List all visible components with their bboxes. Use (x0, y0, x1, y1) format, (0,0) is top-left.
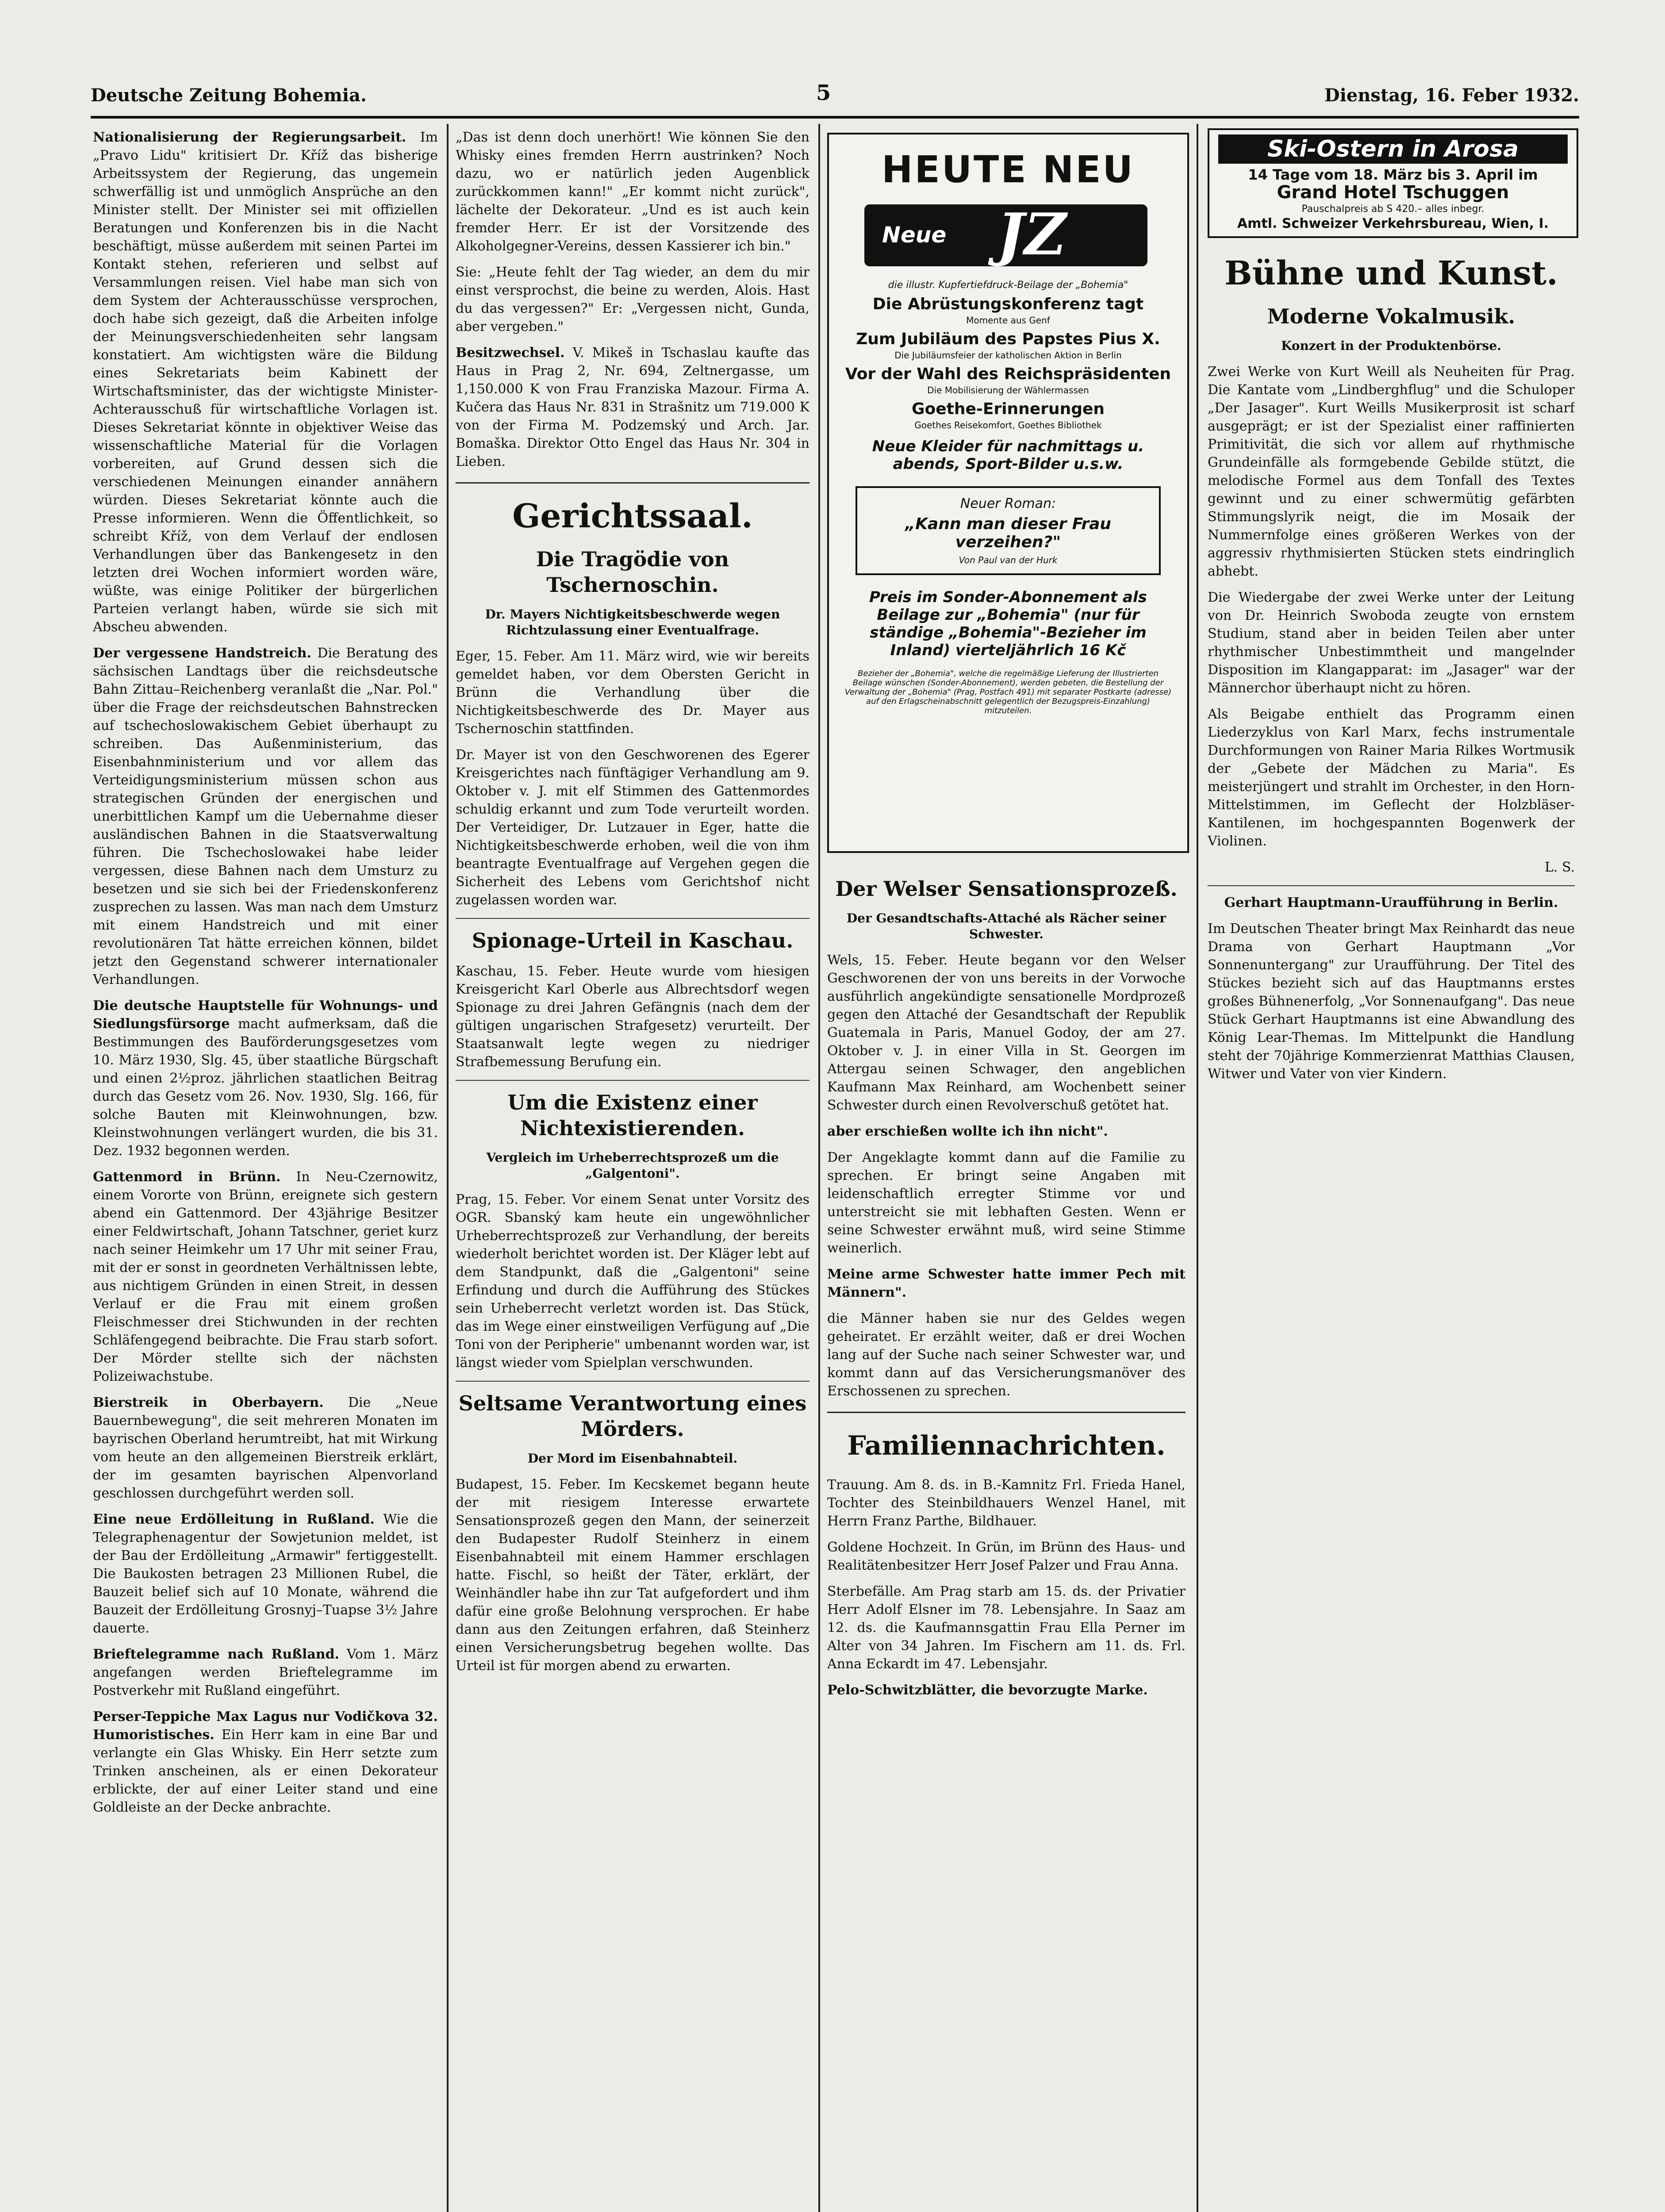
advertisement-ski-arosa (1208, 128, 1578, 238)
ad-line: Vor der Wahl des Reichspräsidenten (845, 365, 1171, 383)
column-4 (1208, 243, 1575, 2212)
article-body: Sterbefälle. Am Prag starb am 15. ds. der Privatier Herr Adolf Elsner im 78. Lebensjahre. In Saaz am 12. ds. die Kaufmannsgattin Frau Ella Perner im Alter von 34 Jahren. Im Fischern am 11. ds. Frl. Anna Eckardt im 47. Lebensjahr. (827, 1584, 1185, 1672)
article-body: Im „Pravo Lidu" kritisiert Dr. Kříž das bisherige Arbeitssystem der Regierung, das ungemein schwerfällig ist und unmöglich Ansprüche an den Minister stellt. Der Minister sei mit offiziellen Beratungen und Konferenzen bis in die Nacht beschäftigt, müsse außerdem mit seinen Partei im Kontakt stehen, referieren und selbst auf Versammlungen reisen. Viel habe man sich von dem System der Achterausschüsse versprochen, doch habe sich gezeigt, daß die Arbeiten infolge der Meinungsverschiedenheiten sehr langsam konstatiert. Am wichtigsten wäre die Bildung eines Sekretariats beim Kabinett der Wirtschaftsminister, das der wichtigste Minister-Achterausschuß für wirtschaftliche Vorlagen ist. Dieses Sekretariat könnte in objektiver Weise das wissenschaftliche Material für die Vorlagen vorbereiten, auf Grund dessen sich die verschiedenen Meinungen einander annähern würden. Dieses Sekretariat könnte auch die Presse informieren. Wenn die Öffentlichkeit, so schreibt Kříž, von dem Verlauf der endlosen Verhandlungen über das Bankengesetz in den letzten drei Wochen informiert worden wäre, wüßte, was einige Politiker der bürgerlichen Parteien verlangt haben, würde sie sich mit Abscheu abwenden. (93, 130, 438, 635)
ad-line: Momente aus Genf (966, 315, 1050, 326)
headline-vokalmusik: Moderne Vokalmusik. (1267, 304, 1515, 328)
article-quote: Meine arme Schwester hatte immer Pech mit Männern". (827, 1267, 1185, 1300)
article-lead: Eine neue Erdölleitung in Rußland. (93, 1512, 375, 1527)
ad-roman-label: Neuer Roman: (960, 496, 1056, 511)
ad-preis: Preis im Sonder-Abonnement als Beilage zur „Bohemia" (nur für ständige „Bohemia"-Bezieher im Inland) vierteljährlich 16 Kč (869, 588, 1147, 659)
article-rule (456, 918, 809, 919)
article-body: Die Wiedergabe der zwei Werke unter der Leitung von Dr. Heinrich Swoboda zeugte von ernstem Studium, stand aber in beiden Teilen aber unter rhythmischer Unbestimmtheit und mangelnder Disposition im Klangapparat: im „Jasager" war der Männerchor überhaupt nicht zu hören. (1208, 590, 1575, 696)
advertisement-bohemia-beilage (827, 133, 1189, 853)
article-body: Die Beratung des sächsischen Landtags über die reichsdeutsche Bahn Zittau–Reichenberg veranlaßt die „Nar. Pol." über die Frage der reichsdeutschen Bahnstrecken auf tschechoslowakischem Gebiet überhaupt zu schreiben. Das Außenministerium, das Eisenbahnministerium und vor allem das Verteidigungsministerium müssen schon aus strategischen Gründen der energischen und unerbittlichen Kampf um die Uebernahme dieser ausländischen Bahnen in die Staatsverwaltung führen. Die Tschechoslowakei habe leider vergessen, diese Bahnen nach dem Umsturz zu besetzen und sie sich bei der Friedenskonferenz zusprechen zu lassen. Was man nach dem Umsturz mit einem Handstreich und mit einer revolutionären Tat hätte erreichen können, bildet jetzt den Gegenstand schwerer internationaler Verhandlungen. (93, 645, 438, 987)
article-continued: „Das ist denn doch unerhört! Wie können Sie den Whisky eines fremden Herrn austrinken? Noch dazu, wo er natürlich jeden Augenblick zurückkommen kann!" „Er kommt nicht zurück", lächelte der Dekorateur. „Und es ist auch kein fremder Herr. Er ist der Vorsitzende des Alkoholgegner-Vereins, dessen Kassierer ich bin." (456, 130, 809, 254)
ad-line: Goethes Reisekomfort, Goethes Bibliothek (914, 420, 1102, 430)
subheadline: Der Mord im Eisenbahnabteil. (527, 1451, 738, 1466)
masthead (91, 81, 1579, 109)
ad-roman-author: Von Paul van der Hurk (959, 555, 1058, 565)
article-lead: Besitzwechsel. (456, 345, 565, 361)
section-title-gerichtssaal: Gerichtssaal. (512, 497, 753, 535)
ad-line: Die Mobilisierung der Wählermassen (927, 385, 1089, 396)
article-lead: Die deutsche Hauptstelle für Wohnungs- und Siedlungsfürsorge (93, 998, 438, 1032)
article-signature: L. S. (1544, 860, 1575, 875)
ski-dates: 14 Tage vom 18. März bis 3. April im (1248, 166, 1538, 183)
article-anekdote: Sie: „Heute fehlt der Tag wieder, an dem du mir einst versprochst, die beine zu werden, Alois. Hast du das vergessen?" Er: „Vergessen nicht, Gunda, aber vergeben." (456, 265, 809, 334)
article-body: Ein Herr kam in eine Bar und verlangte ein Glas Whisky. Ein Herr setzte zum Trinken anscheinen, als er einen Dekorateur erblickte, der auf einer Leiter stand und eine Goldleiste an der Decke anbrachte. (93, 1727, 438, 1815)
headline-hauptmann: Gerhart Hauptmann-Uraufführung in Berlin. (1224, 895, 1558, 910)
column-1 (93, 128, 438, 2212)
ad-line: Zum Jubiläum des Papstes Pius X. (856, 330, 1160, 348)
article-body: Wie die Telegraphenagentur der Sowjetunion meldet, ist der Bau der Erdölleitung „Armawir" fertiggestellt. Die Baukosten betragen 23 Millionen Rubel, die Bauzeit belief sich auf 10 Monate, während die Bauzeit der Erdölleitung Grosnyj–Tuapse 3½ Jahre dauerte. (93, 1512, 438, 1636)
article-lead: Bierstreik in Oberbayern. (93, 1395, 324, 1410)
section-title-buehne: Bühne und Kunst. (1224, 254, 1558, 292)
section-rule (456, 482, 809, 484)
ski-hotel: Grand Hotel Tschuggen (1277, 182, 1509, 203)
article-lead: Perser-Teppiche Max Lagus nur Vodičkova 32. Humoristisches. (93, 1709, 438, 1743)
ad-roman-box (856, 486, 1161, 575)
column-divider (1197, 124, 1198, 2212)
ski-banner: Ski-Ostern in Arosa (1218, 134, 1568, 164)
article-body: Budapest, 15. Feber. Im Kecskemet begann heute der mit riesigem Interesse erwartete Sensationsprozeß gegen den Mann, der seinerzeit den Budapester Rudolf Steinherz in einem Eisenbahnabteil mit einem Hammer erschlagen hatte. Fischl, so heißt der Täter, erklärt, der Weinhändler habe ihn zur Tat aufgefordert und ihm dafür eine große Belohnung versprochen. Er habe dann aus den Zeitungen erfahren, daß Steinherz einen Versicherungsbetrug begehen wollte. Das Urteil ist für morgen abend zu erwarten. (456, 1477, 809, 1674)
article-lead: Gattenmord in Brünn. (93, 1169, 281, 1185)
article-body: V. Mikeš in Tschaslau kaufte das Haus in Prag 2, Nr. 694, Zeltnergasse, um 1,150.000 K von Frau Franziska Mazour. Firma A. Kučera das Haus Nr. 831 in Strašnitz um 719.000 K von der Firma M. Podzemský und Arch. Jar. Bomaška. Direktor Otto Engel das Haus Nr. 304 in Lieben. (456, 345, 809, 469)
column-divider (447, 124, 449, 2212)
ad-logo (829, 200, 1187, 275)
article-rule (456, 1381, 809, 1382)
article-erdoelleitung (93, 1510, 438, 1637)
subheadline: Vergleich im Urheberrechtsprozeß um die „Galgentoni". (486, 1150, 779, 1181)
article-body: Die „Neue Bauernbewegung", die seit mehreren Monaten im bayrischen Oberland herumtreibt, hat mit Wirkung vom heute an den allgemeinen Bierstreik erklärt, der im gesamten bayrischen Alpenvorland geschlossen durchgeführt werden soll. (93, 1395, 438, 1501)
ad-note: Bezieher der „Bohemia", welche die regelmäßige Lieferung der Illustrierten Beilage wünschen (Sonder-Abonnement), werden gebeten, die Bestellung der Verwaltung der „Bohemia" (Prag, Postfach 491) mit separater Postkarte (adresse) auf den Erlagscheinabschnitt gelegentlich der Bezugspreis-Einzahlung) mitzuteilen. (844, 669, 1172, 715)
article-ad-line: Pelo-Schwitzblätter, die bevorzugte Marke. (827, 1682, 1148, 1698)
ski-bureau: Amtl. Schweizer Verkehrsbureau, Wien, I. (1237, 216, 1549, 231)
ad-line: die illustr. Kupfertiefdruck-Beilage der „Bohemia" (888, 280, 1128, 291)
ad-line: Neue Kleider für nachmittags u. abends, Sport-Bilder u.s.w. (872, 438, 1144, 473)
article-body: Wels, 15. Feber. Heute begann vor den Welser Geschworenen der von uns bereits in der Vorwoche ausführlich angekündigte sensationelle Mordprozeß gegen den Attaché der Gesandtschaft der Republik Guatemala in Paris, Manuel Godoy, der am 27. Oktober v. J. in einer Villa in St. Georgen im Attergau seinen Schwager, den angeblichen Kaufmann Max Reinhard, am Wochenbett seiner Schwester durch einen Revolverschuß getötet hat. (827, 952, 1185, 1113)
article-body: Dr. Mayer ist von den Geschworenen des Egerer Kreisgerichtes nach fünftägiger Verhandlung am 9. Oktober v. J. mit elf Stimmen des Gattenmordes schuldig erkannt und zum Tode verurteilt worden. Der Verteidiger, Dr. Lutzauer in Eger, hatte die Nichtigkeitsbeschwerde erhoben, weil die von ihm beantragte Eventualfrage auf Vergehen gegen die Sicherheit des Lebens vom Gerichtshof nicht zugelassen worden war. (456, 747, 809, 908)
ad-roman-title: „Kann man dieser Frau verzeihen?" (905, 515, 1112, 551)
ad-headline: HEUTE NEU (882, 148, 1135, 191)
article-humoristisches (93, 1708, 438, 1816)
article-bierstreik (93, 1394, 438, 1502)
subheadline: Dr. Mayers Nichtigkeitsbeschwerde wegen Richtzulassung einer Eventualfrage. (485, 607, 780, 637)
ad-line: Die Abrüstungskonferenz tagt (872, 295, 1144, 313)
article-body: Vom 1. März angefangen werden Brieftelegramme im Postverkehr mit Rußland eingeführt. (93, 1647, 438, 1698)
article-body: die Männer haben sie nur des Geldes wegen geheiratet. Er erzählt weiter, daß er drei Wochen lang auf der Suche nach seiner Schwester war, und kommt dann auf das Versicherungsmanöver des Erschossenen zu sprechen. (827, 1311, 1185, 1399)
article-body: Der Angeklagte kommt dann auf die Familie zu sprechen. Er bringt seine Angaben mit leidenschaftlich erregter Stimme vor und unterstreicht sie mit lebhaften Gesten. Wenn er seine Schwester erwähnt muß, wird seine Stimme weinerlich. (827, 1150, 1185, 1256)
article-lead: Nationalisierung der Regierungsarbeit. (93, 130, 407, 145)
subheadline: Der Gesandtschafts-Attaché als Rächer seiner Schwester. (846, 911, 1166, 941)
headline-tschernoschin: Die Tragödie von Tschernoschin. (536, 547, 729, 597)
article-brieftelegramme (93, 1645, 438, 1700)
column-3-articles (827, 867, 1185, 2212)
section-rule (827, 1412, 1185, 1413)
page-number: 5 (816, 81, 831, 105)
article-rule (1208, 885, 1575, 886)
article-body: Kaschau, 15. Feber. Heute wurde vom hiesigen Kreisgericht Karl Oberle aus Albrechtsdorf wegen Spionage zu drei Jahren Gefängnis (nach dem der gültigen ungarischen Strafgesetz) verurteilt. Der Staatsanwalt legte wegen zu niedriger Strafbemessung Berufung ein. (456, 964, 809, 1070)
article-lead: Der vergessene Handstreich. (93, 645, 311, 661)
article-lead: Brieftelegramme nach Rußland. (93, 1647, 339, 1662)
article-hauptstelle (93, 997, 438, 1160)
section-title-familiennachrichten: Familiennachrichten. (847, 1430, 1166, 1461)
column-divider (818, 124, 820, 2212)
column-2 (456, 128, 809, 2212)
article-body: Eger, 15. Feber. Am 11. März wird, wie wir bereits gemeldet haben, vor dem Obersten Gericht in Brünn die Verhandlung über die Nichtigkeitsbeschwerde des Dr. Mayer aus Tschernoschin stattfinden. (456, 649, 809, 737)
article-body: In Neu-Czernowitz, einem Vororte von Brünn, ereignete sich gestern abend ein Gattenmord. Der 43jährige Besitzer einer Feldwirtschaft, Johann Tatschner, geriet kurz nach seiner Heimkehr um 17 Uhr mit seiner Frau, mit der er sonst in geordneten Verhältnissen lebte, aus nichtigem Gründen in einen Streit, in dessen Verlauf er die Frau mit einem großen Fleischmesser drei Stichwunden in der rechten Schläfengegend beibrachte. Die Frau starb sofort. Der Mörder stellte sich der nächsten Polizeiwachstube. (93, 1169, 438, 1384)
article-body: Zwei Werke von Kurt Weill als Neuheiten für Prag. Die Kantate vom „Lindberghflug" und die Schuloper „Der Jasager". Kurt Weills Musikerprosit ist scharf ausgeprägt; er ist der Spezialist einer raffinierten Primitivität, die sich vor allem auf rhythmische Grundeinfälle als formgebende Gebilde stützt, die melodische Formel aus dem Tonfall des Textes gewinnt und zu einer schwermütig gefärbten Stimmungslyrik neigt, die im Mosaik der Nummernfolge eines größeren Werkes von der aggressiv rhythmisierten Stücken stets eindringlich abhebt. (1208, 364, 1575, 579)
article-body: Als Beigabe enthielt das Programm einen Liederzyklus von Karl Marx, fechs instrumentale Durchformungen von Rainer Maria Rilkes Wortmusik der „Gebete der Mädchen zu Maria". Es meisterjüngert und strahlt im Orchester, in den Horn-Mittelstimmen, im Geflecht der Holzbläser-Kantilenen, im hochgespannten Bogenwerk der Violinen. (1208, 707, 1575, 849)
article-rule (456, 1080, 809, 1081)
ski-price: Pauschalpreis ab S 420.– alles inbegr. (1301, 204, 1485, 215)
issue-date: Dienstag, 16. Feber 1932. (1324, 85, 1579, 106)
masthead-rule (91, 116, 1579, 119)
article-body: Prag, 15. Feber. Vor einem Senat unter Vorsitz des OGR. Sbanský kam heute ein ungewöhnlicher Urheberrechtsprozeß zur Verhandlung, der bereits wiederholt berichtet worden ist. Der Kläger lebt auf dem Standpunkt, daß die „Galgentoni" seine Erfindung und durch die Aufführung des Stückes sein Urheberrecht verletzt worden ist. Das Stück, das im Wege einer einstweiligen Verfügung auf „Die Toni von der Peripherie" umbenannt worden war, ist längst wieder vom Spielplan verschwunden. (456, 1192, 809, 1371)
headline-spionage: Spionage-Urteil in Kaschau. (472, 929, 794, 952)
ad-logo-jz: JZ (997, 200, 1067, 268)
article-body: Goldene Hochzeit. In Grün, im Brünn des Haus- und Realitätenbesitzer Herr Josef Palzer und Frau Anna. (827, 1540, 1185, 1573)
article-body: Trauung. Am 8. ds. in B.-Kamnitz Frl. Frieda Hanel, Tochter des Steinbildhauers Wenzel Hanel, mit Herrn Franz Parthe, Bildhauer. (827, 1477, 1185, 1529)
subheadline: Konzert in der Produktenbörse. (1281, 338, 1501, 353)
article-body: macht aufmerksam, daß die Bestimmungen des Bauförderungsgesetzes vom 10. März 1930, Slg. 45, über staatliche Bürgschaft und einen 2½proz. jährlichen staatlichen Beitrag durch das Gesetz vom 26. Nov. 1930, Slg. 166, für solche Bauten mit Kleinwohnungen, bzw. Kleinstwohnungen verlängert wurden, die bis 31. Dez. 1932 begonnen werden. (93, 1016, 438, 1159)
article-body: Im Deutschen Theater bringt Max Reinhardt das neue Drama von Gerhart Hauptmann „Vor Sonnenuntergang" zur Uraufführung. Der Titel des Stückes bezieht sich auf das Hauptmanns erstes großes Bühnenerfolg, „Vor Sonnenaufgang". Das neue Stück Gerhart Hauptmanns ist eine Abwandlung des König Lear-Themas. Im Mittelpunkt die Handlung steht der 70jährige Kommerzienrat Matthias Clausen, Witwer und Vater von vier Kindern. (1208, 921, 1575, 1082)
headline-seltsame: Seltsame Verantwortung eines Mörders. (458, 1391, 807, 1441)
article-gattenmord (93, 1168, 438, 1386)
headline-welser: Der Welser Sensationsprozeß. (835, 877, 1178, 901)
article-handstreich (93, 644, 438, 989)
ad-line: Goethe-Erinnerungen (911, 400, 1105, 418)
ad-logo-neue: Neue (882, 222, 947, 248)
article-besitzwechsel (456, 344, 809, 471)
ad-line: Die Jubiläumsfeier der katholischen Aktion in Berlin (894, 350, 1122, 361)
article-quote: aber erschießen wollte ich ihn nicht". (827, 1124, 1108, 1139)
article-nationalisierung (93, 128, 438, 636)
newspaper-title: Deutsche Zeitung Bohemia. (91, 85, 367, 106)
headline-existenz: Um die Existenz einer Nichtexistierenden. (507, 1091, 758, 1140)
